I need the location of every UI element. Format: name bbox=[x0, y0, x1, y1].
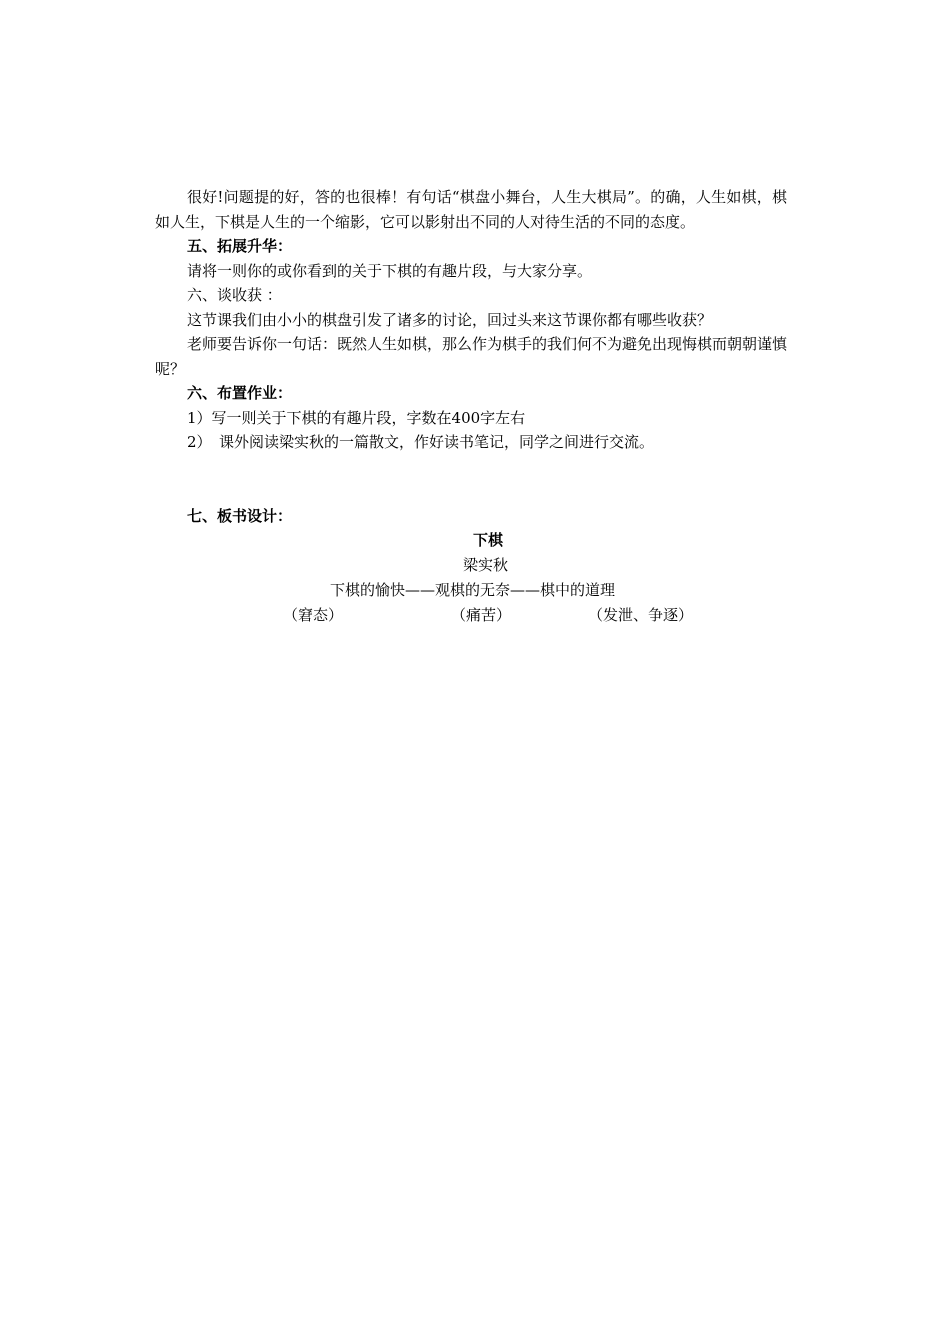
board-title: 下棋 bbox=[473, 531, 504, 549]
board-chain: 下棋的愉快——观棋的无奈——棋中的道理 bbox=[330, 581, 616, 599]
section-6a-heading: 六、谈收获 ： bbox=[187, 286, 282, 304]
section-7-heading: 七、板书设计： bbox=[187, 506, 293, 525]
blackboard-design bbox=[155, 528, 787, 648]
board-note-2: （痛苦） bbox=[451, 606, 512, 624]
board-author: 梁实秋 bbox=[463, 556, 509, 574]
section-6b-heading: 六、布置作业： bbox=[187, 384, 293, 402]
homework-item-2: 2） 课外阅读梁实秋的一篇散文，作好读书笔记，同学之间进行交流。 bbox=[187, 433, 655, 451]
board-note-1: （窘态） bbox=[283, 606, 344, 624]
intro-paragraph: 很好!问题提的好，答的也很棒！有句话“棋盘小舞台，人生大棋局”。的确，人生如棋，棋如人生，下棋是人生的一个缩影，它可以影射出不同的人对待生活的不同的态度。 bbox=[155, 188, 787, 231]
section-5-text: 请将一则你的或你看到的关于下棋的有趣片段，与大家分享。 bbox=[187, 261, 593, 280]
section-5-heading: 五、拓展升华： bbox=[187, 237, 293, 255]
document-page bbox=[155, 185, 787, 648]
spacer bbox=[155, 455, 787, 504]
section-6a-text: 这节课我们由小小的棋盘引发了诸多的讨论，回过头来这节课你都有哪些收获？ bbox=[187, 310, 713, 329]
board-note-3: （发泄、争逐） bbox=[588, 606, 694, 624]
teacher-paragraph: 老师要告诉你一句话：既然人生如棋，那么作为棋手的我们何不为避免出现悔棋而朝朝谨慎呢？ bbox=[155, 335, 788, 378]
homework-item-1: 1）写一则关于下棋的有趣片段，字数在400字左右 bbox=[187, 408, 526, 427]
